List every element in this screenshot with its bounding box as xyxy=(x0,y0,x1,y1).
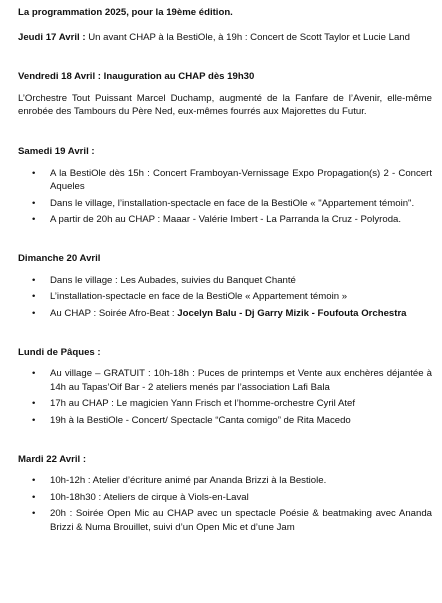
list-item: • Dans le village, l’installation-spectacle en face de la BestiOle « "Appartement témoin". xyxy=(32,197,415,209)
bullet-icon: • xyxy=(32,398,36,410)
lundi-list xyxy=(18,367,432,427)
list-item: • Au CHAP : Soirée Afro-Beat : Jocelyn Balu - Dj Garry Mizik - Foufouta Orchestra xyxy=(32,307,407,319)
jeudi-label: Jeudi 17 Avril : xyxy=(18,31,86,43)
bullet-icon: • xyxy=(32,307,36,319)
dimanche-list xyxy=(18,274,432,321)
list-item: • 19h à la BestiOle - Concert/ Spectacle “Canta comigo” de Rita Macedo xyxy=(32,414,351,426)
list-item: • 10h-12h : Atelier d’écriture animé par Ananda Brizzi à la Bestiole. xyxy=(32,475,327,487)
page-title: La programmation 2025, pour la 19ème édition. xyxy=(18,7,233,18)
vendredi-text: L’Orchestre Tout Puissant Marcel Duchamp, augmenté de la Fanfare de l’Avenir, elle-même enrobée des Tambours du Père Ned, eux-mêmes fourrés aux Majorettes du Futur. xyxy=(18,92,432,118)
samedi-heading: Samedi 19 Avril : xyxy=(18,146,95,158)
list-item: • L’installation-spectacle en face de la BestiOle « Appartement témoin » xyxy=(32,291,348,303)
bullet-icon: • xyxy=(32,167,36,179)
list-item: • 20h : Soirée Open Mic au CHAP avec un spectacle Poésie & beatmaking avec Ananda Brizzi & Numa Brouillet, suivi d’un Open Mic et d’une Jam xyxy=(32,508,432,534)
jeudi-line xyxy=(18,31,432,45)
mardi-heading: Mardi 22 Avril : xyxy=(18,453,87,465)
list-item: • 17h au CHAP : Le magicien Yann Frisch et l’homme-orchestre Cyril Atef xyxy=(32,398,356,410)
jeudi-text: Un avant CHAP à la BestiOle, à 19h : Concert de Scott Taylor et Lucie Land xyxy=(85,31,410,43)
bullet-icon: • xyxy=(32,291,36,303)
bullet-icon: • xyxy=(32,508,36,520)
bullet-icon: • xyxy=(32,214,36,226)
artists-bold: Jocelyn Balu - Dj Garry Mizik - Foufouta Orchestra xyxy=(177,307,407,319)
vendredi-heading: Vendredi 18 Avril : Inauguration au CHAP dès 19h30 xyxy=(18,71,255,83)
list-item: • Au village – GRATUIT : 10h-18h : Puces de printemps et Vente aux enchères déjantée à 14h au Tapas’Oif Bar - 2 ateliers menés par l’association Lafi Bala xyxy=(32,368,432,393)
bullet-icon: • xyxy=(32,274,36,286)
list-item: • A partir de 20h au CHAP : Maaar - Valérie Imbert - La Parranda la Cruz - Polyroda. xyxy=(32,214,402,226)
bullet-icon: • xyxy=(32,475,36,487)
samedi-list xyxy=(18,167,432,227)
mardi-list xyxy=(18,474,432,534)
list-item: • 10h-18h30 : Ateliers de cirque à Viols-en-Laval xyxy=(32,491,249,503)
list-item: • Dans le village : Les Aubades, suivies du Banquet Chanté xyxy=(32,274,296,286)
list-item: • A la BestiOle dès 15h : Concert Framboyan-Vernissage Expo Propagation(s) 2 - Concert Aqueles xyxy=(32,167,432,193)
bullet-icon: • xyxy=(32,414,36,426)
bullet-icon: • xyxy=(32,491,36,503)
bullet-icon: • xyxy=(32,368,36,380)
dimanche-heading: Dimanche 20 Avril xyxy=(18,253,101,265)
lundi-heading: Lundi de Pâques : xyxy=(18,346,101,358)
bullet-icon: • xyxy=(32,197,36,209)
